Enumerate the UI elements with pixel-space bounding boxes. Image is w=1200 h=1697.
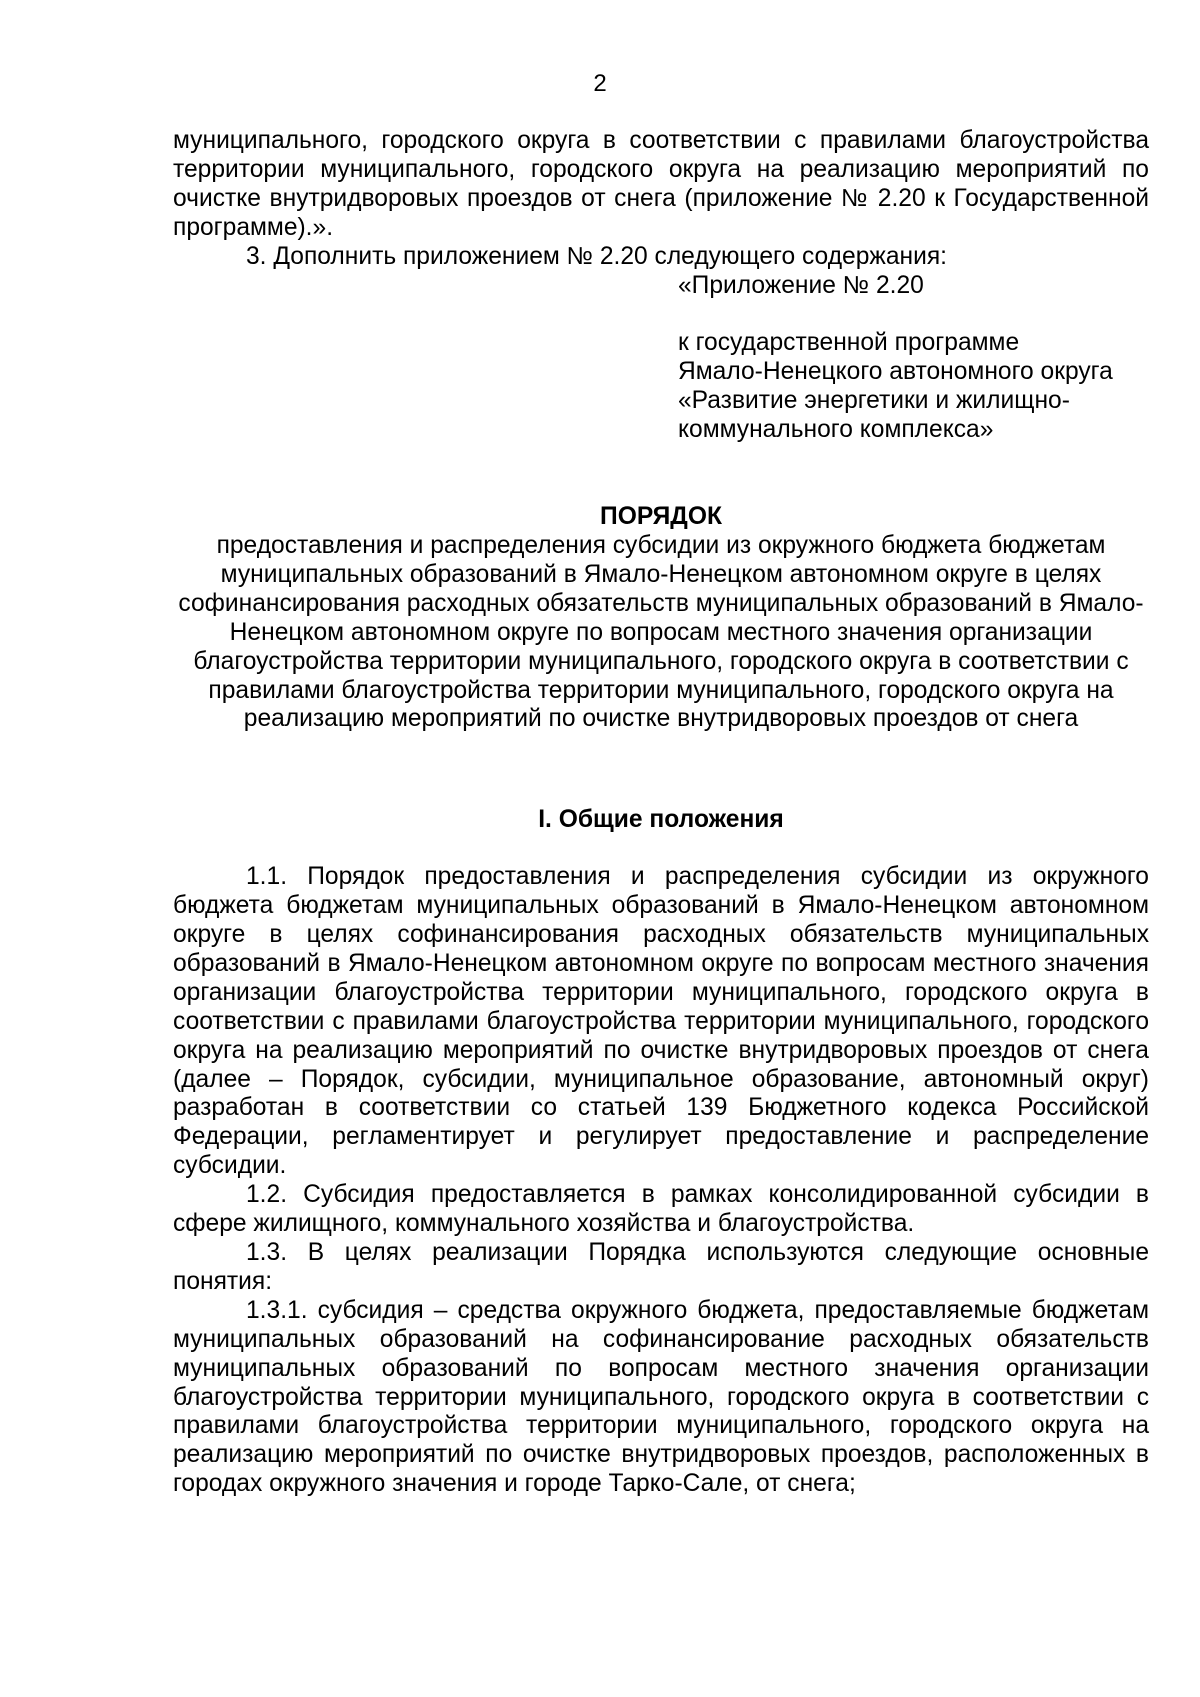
intro-continuation-paragraph: муниципального, городского округа в соответствии с правилами благоустройства территории муниципального, городского округа на реализацию мероприятий по очистке внутридворовых проездов от снега (приложение № 2.20 к Государственной программе).». [173,127,1149,241]
document-body [173,127,1149,1499]
paragraph-1-3: 1.3. В целях реализации Порядка используются следующие основные понятия: [173,1239,1149,1295]
section-heading: I. Общие положения [538,806,784,834]
appendix-line: Ямало-Ненецкого автономного округа [678,358,1113,386]
appendix-line: к государственной программе [678,329,1020,357]
document-title: ПОРЯДОК [600,503,722,531]
appendix-title: «Приложение № 2.20 [678,271,924,299]
paragraph-1-1: 1.1. Порядок предоставления и распределения субсидии из окружного бюджета бюджетам муниципальных образований в Ямало-Ненецком автономном округе в целях софинансирования расходных обязательств муниципальных образований в Ямало-Ненецком автономном округе по вопросам местного значения организации благоустройства территории муниципального, городского округа в соответствии с правилами благоустройства территории муниципального, городского округа на реализацию мероприятий по очистке внутридворовых проездов от снега (далее – Порядок, субсидии, муниципальное образование, автономный округ) разработан в соответствии со статьей 139 Бюджетного кодекса Российской Федерации, регламентирует и регулирует предоставление и распределение субсидии. [173,863,1149,1180]
paragraph-1-2: 1.2. Субсидия предоставляется в рамках консолидированной субсидии в сфере жилищного, коммунального хозяйства и благоустройства. [173,1181,1149,1238]
document-subtitle: предоставления и распределения субсидии из окружного бюджета бюджетам муниципальных образований в Ямало-Ненецком автономном округе в целях софинансирования расходных обязательств муниципальных образований в Ямало-Ненецком автономном округе по вопросам местного значения организации благоустройства территории муниципального, городского округа в соответствии с правилами благоустройства территории муниципального, городского округа на реализацию мероприятий по очистке внутридворовых проездов от снега [178,531,1144,733]
appendix-line: «Развитие энергетики и жилищно- [678,387,1070,415]
appendix-reference-block [678,272,1149,446]
appendix-line: коммунального комплекса» [678,416,994,444]
item-3-paragraph: 3. Дополнить приложением № 2.20 следующего содержания: [246,242,948,270]
paragraph-1-3-1: 1.3.1. субсидия – средства окружного бюджета, предоставляемые бюджетам муниципальных образований на софинансирование расходных обязательств муниципальных образований по вопросам местного значения организации благоустройства территории муниципального, городского округа в соответствии с правилами благоустройства территории муниципального, городского округа на реализацию мероприятий по очистке внутридворовых проездов, расположенных в городах окружного значения и городе Тарко-Сале, от снега; [173,1296,1149,1498]
page-number: 2 [593,70,607,97]
